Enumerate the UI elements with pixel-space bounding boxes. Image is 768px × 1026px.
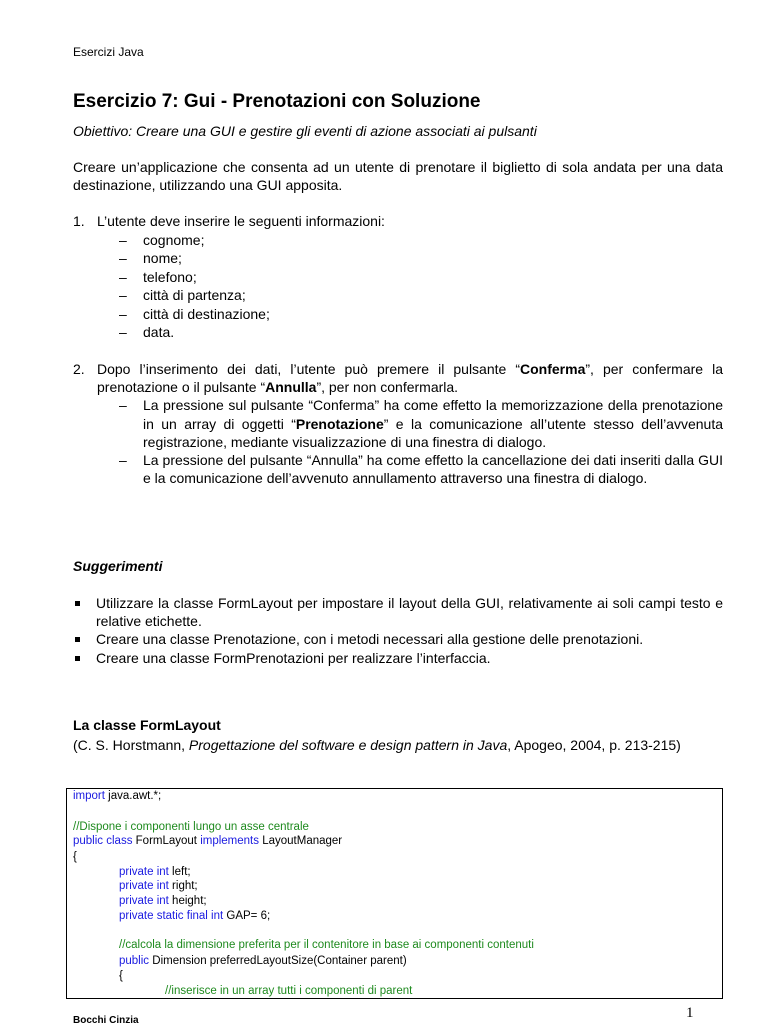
book-reference: (C. S. Horstmann, Progettazione del software e design pattern in Java, Apogeo, 2004, p. 213-215) bbox=[73, 737, 681, 753]
suggestions-heading: Suggerimenti bbox=[73, 558, 163, 574]
code-line: private int right; bbox=[119, 880, 198, 892]
book-title: Progettazione del software e design pattern in Java bbox=[188, 737, 508, 753]
annulla-label: Annulla bbox=[265, 379, 317, 396]
conferma-label: Conferma bbox=[520, 361, 586, 377]
code-comment: //Dispone i componenti lungo un asse centrale bbox=[73, 821, 309, 833]
field-data: – data. bbox=[73, 323, 723, 342]
code-comment: //inserisce in un array tutti i componenti di parent bbox=[165, 985, 413, 997]
code-line: private int left; bbox=[119, 866, 191, 878]
item-text: Dopo l’inserimento dei dati, l’utente può premere il pulsante “Conferma”, per confermare la prenotazione o il pulsante “Annulla”, per non confermarla. bbox=[97, 361, 723, 396]
code-line: public class FormLayout implements LayoutManager bbox=[73, 835, 343, 847]
code-line: import java.awt.*; bbox=[73, 790, 162, 802]
page-title: Esercizio 7: Gui - Prenotazioni con Soluzione bbox=[73, 91, 481, 112]
suggestion-item: Creare una classe FormPrenotazioni per realizzare l’interfaccia. bbox=[73, 649, 723, 667]
requirements-item-1 bbox=[73, 212, 723, 342]
field-list bbox=[73, 231, 723, 342]
footer-author: Bocchi Cinzia bbox=[73, 1015, 139, 1026]
field-cognome: – cognome; bbox=[73, 231, 723, 250]
field-nome: – nome; bbox=[73, 249, 723, 268]
field-citta-destinazione: – città di destinazione; bbox=[73, 305, 723, 324]
code-line: private int height; bbox=[119, 895, 207, 907]
code-line: private static final int GAP= 6; bbox=[119, 910, 271, 922]
intro-paragraph: Creare un’applicazione che consenta ad un utente di prenotare il biglietto di sola andata per una data destinazione, utilizzando una GUI apposita. bbox=[73, 159, 723, 193]
effect-conferma: – La pressione sul pulsante “Conferma” ha come effetto la memorizzazione della prenotazione in un array di oggetti “Prenotazione” e la comunicazione all’utente stesso dell’avvenuta registrazione, mediante visualizzazione di una finestra di dialogo. bbox=[73, 396, 723, 451]
code-line: public Dimension preferredLayoutSize(Container parent) bbox=[119, 955, 407, 967]
suggestions-list bbox=[73, 594, 723, 667]
code-line: { bbox=[73, 851, 77, 863]
field-citta-partenza: – città di partenza; bbox=[73, 286, 723, 305]
suggestion-item: Creare una classe Prenotazione, con i metodi necessari alla gestione delle prenotazioni. bbox=[73, 630, 723, 648]
effect-annulla: – La pressione del pulsante “Annulla” ha come effetto la cancellazione dei dati inseriti dalla GUI e la comunicazione dell’avvenuto annullamento attraverso una finestra di dialogo. bbox=[73, 451, 723, 487]
formlayout-heading: La classe FormLayout bbox=[73, 717, 221, 733]
code-comment: //calcola la dimensione preferita per il contenitore in base ai componenti contenuti bbox=[119, 939, 534, 951]
requirements-item-2 bbox=[73, 360, 723, 487]
item-text: L’utente deve inserire le seguenti informazioni: bbox=[97, 213, 385, 229]
suggestion-item: Utilizzare la classe FormLayout per impostare il layout della GUI, relativamente ai soli campi testo e relative etichette. bbox=[73, 594, 723, 630]
code-line: { bbox=[119, 970, 123, 982]
code-listing bbox=[66, 788, 723, 999]
objective: Obiettivo: Creare una GUI e gestire gli eventi di azione associati ai pulsanti bbox=[73, 123, 537, 139]
effects-list bbox=[73, 396, 723, 487]
page-number: 1 bbox=[686, 1005, 694, 1021]
item-number: 2. bbox=[73, 361, 85, 377]
running-header: Esercizi Java bbox=[73, 45, 144, 59]
field-telefono: – telefono; bbox=[73, 268, 723, 287]
item-number: 1. bbox=[73, 213, 85, 229]
